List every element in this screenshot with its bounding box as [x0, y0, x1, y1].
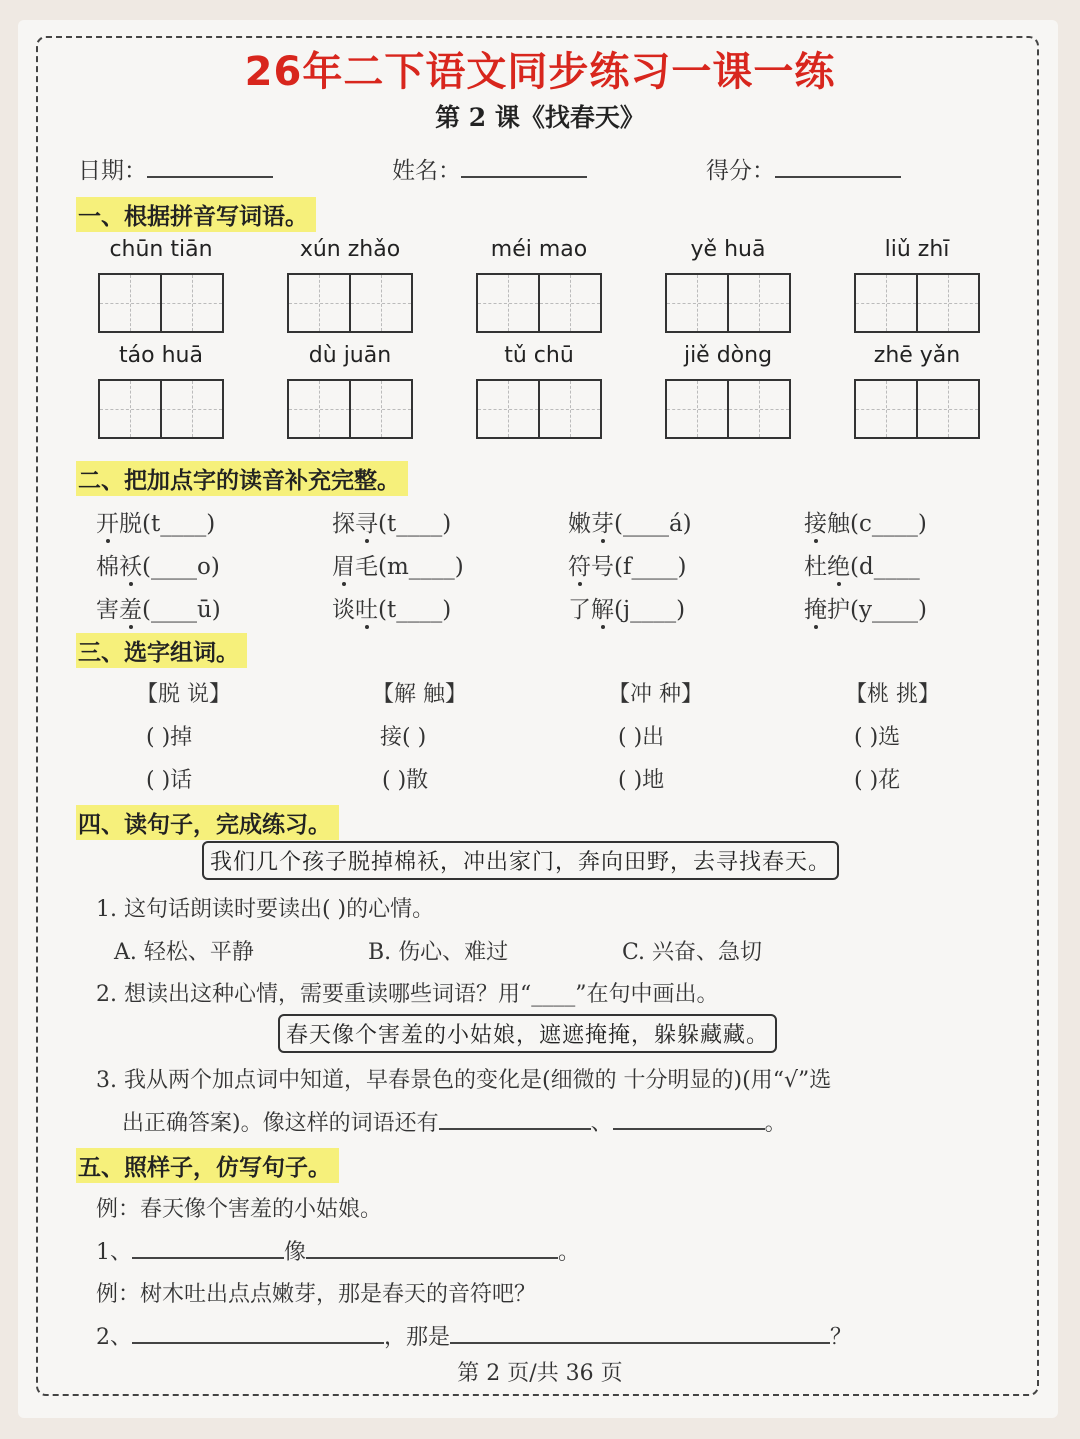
- tianzige-box[interactable]: [854, 273, 980, 333]
- tianzige-box[interactable]: [287, 273, 413, 333]
- pronunciation-item: 开脱(t____): [96, 511, 216, 537]
- answer-blank[interactable]: [439, 1108, 591, 1130]
- char-choice-group: 【冲 种】: [608, 682, 703, 707]
- option-c[interactable]: C. 兴奋、急切: [622, 940, 763, 965]
- pinyin-label: xún zhǎo: [299, 237, 401, 262]
- section2-title: 二、把加点字的读音补充完整。: [76, 461, 408, 496]
- word-blank[interactable]: ( )话: [146, 768, 193, 793]
- section4-title: 四、读句子，完成练习。: [76, 805, 339, 840]
- pronunciation-item: 谈吐(t____): [332, 597, 452, 623]
- pronunciation-item: 掩护(y____): [804, 597, 927, 623]
- tianzige-box[interactable]: [476, 379, 602, 439]
- pronunciation-item: 害羞(____ū): [96, 597, 221, 623]
- reading-sentence-2: 春天像个害羞的小姑娘，遮遮掩掩，躲躲藏藏。: [278, 1014, 777, 1053]
- pronunciation-item: 符号(f____): [568, 554, 687, 580]
- score-field: 得分：: [706, 152, 901, 185]
- answer-blank[interactable]: [132, 1237, 284, 1259]
- section1-title: 一、根据拼音写词语。: [76, 197, 316, 232]
- tianzige-box[interactable]: [98, 273, 224, 333]
- char-choice-group: 【脱 说】: [136, 682, 231, 707]
- date-field: 日期：: [78, 152, 273, 185]
- tianzige-box[interactable]: [665, 273, 791, 333]
- pronunciation-item: 接触(c____): [804, 511, 927, 537]
- pronunciation-item: 眉毛(m____): [332, 554, 464, 580]
- section3-title: 三、选字组词。: [76, 633, 247, 668]
- pinyin-label: méi mao: [490, 237, 588, 262]
- tianzige-box[interactable]: [98, 379, 224, 439]
- pronunciation-item: 杜绝(d____: [804, 554, 920, 580]
- pinyin-label: yě huā: [690, 237, 766, 262]
- word-blank[interactable]: ( )选: [854, 725, 901, 750]
- lesson-subtitle: 第 2 课《找春天》: [435, 103, 645, 132]
- example-1: 例：春天像个害羞的小姑娘。: [96, 1197, 383, 1222]
- answer-blank[interactable]: [306, 1237, 558, 1259]
- question-3-line2: 出正确答案)。像这样的词语还有 、 。: [122, 1106, 787, 1137]
- tianzige-box[interactable]: [854, 379, 980, 439]
- imitation-line-1: 1、 像 。: [96, 1235, 580, 1266]
- char-choice-group: 【桃 挑】: [845, 682, 940, 707]
- question-1: 1. 这句话朗读时要读出( )的心情。: [96, 897, 435, 922]
- pinyin-label: dù juān: [308, 343, 392, 368]
- answer-blank[interactable]: [132, 1322, 384, 1344]
- pinyin-label: liǔ zhī: [884, 237, 950, 262]
- page-title: 26年二下语文同步练习一课一练: [244, 49, 836, 95]
- page-number: 第 2 页/共 36 页: [457, 1361, 623, 1386]
- word-blank[interactable]: 接( ): [380, 725, 427, 750]
- word-blank[interactable]: ( )散: [382, 768, 429, 793]
- tianzige-box[interactable]: [287, 379, 413, 439]
- example-2: 例：树木吐出点点嫩芽，那是春天的音符吧？: [96, 1282, 537, 1307]
- pinyin-label: jiě dòng: [683, 343, 773, 368]
- imitation-line-2: 2、 ，那是 ？: [96, 1320, 852, 1351]
- char-choice-group: 【解 触】: [372, 682, 467, 707]
- question-3: 3. 我从两个加点词中知道，早春景色的变化是(细微的 十分明显的)(用“√”选: [96, 1068, 832, 1093]
- pronunciation-item: 探寻(t____): [332, 511, 452, 537]
- tianzige-box[interactable]: [665, 379, 791, 439]
- answer-blank[interactable]: [613, 1108, 765, 1130]
- option-b[interactable]: B. 伤心、难过: [368, 940, 509, 965]
- answer-blank[interactable]: [450, 1322, 830, 1344]
- pinyin-label: zhē yǎn: [873, 343, 961, 368]
- word-blank[interactable]: ( )地: [618, 768, 665, 793]
- pronunciation-item: 嫩芽(____á): [568, 511, 692, 537]
- pinyin-label: táo huā: [119, 343, 203, 368]
- word-blank[interactable]: ( )出: [618, 725, 665, 750]
- tianzige-box[interactable]: [476, 273, 602, 333]
- pinyin-label: chūn tiān: [109, 237, 213, 262]
- name-field: 姓名：: [392, 152, 587, 185]
- pronunciation-item: 棉袄(____o): [96, 554, 220, 580]
- question-2: 2. 想读出这种心情，需要重读哪些词语？用“____”在句中画出。: [96, 982, 719, 1007]
- word-blank[interactable]: ( )掉: [146, 725, 193, 750]
- section5-title: 五、照样子，仿写句子。: [76, 1148, 339, 1183]
- reading-sentence: 我们几个孩子脱掉棉袄，冲出家门，奔向田野，去寻找春天。: [202, 841, 839, 880]
- option-a[interactable]: A. 轻松、平静: [114, 940, 254, 965]
- pinyin-label: tǔ chū: [504, 343, 574, 368]
- word-blank[interactable]: ( )花: [854, 768, 901, 793]
- pronunciation-item: 了解(j____): [568, 597, 686, 623]
